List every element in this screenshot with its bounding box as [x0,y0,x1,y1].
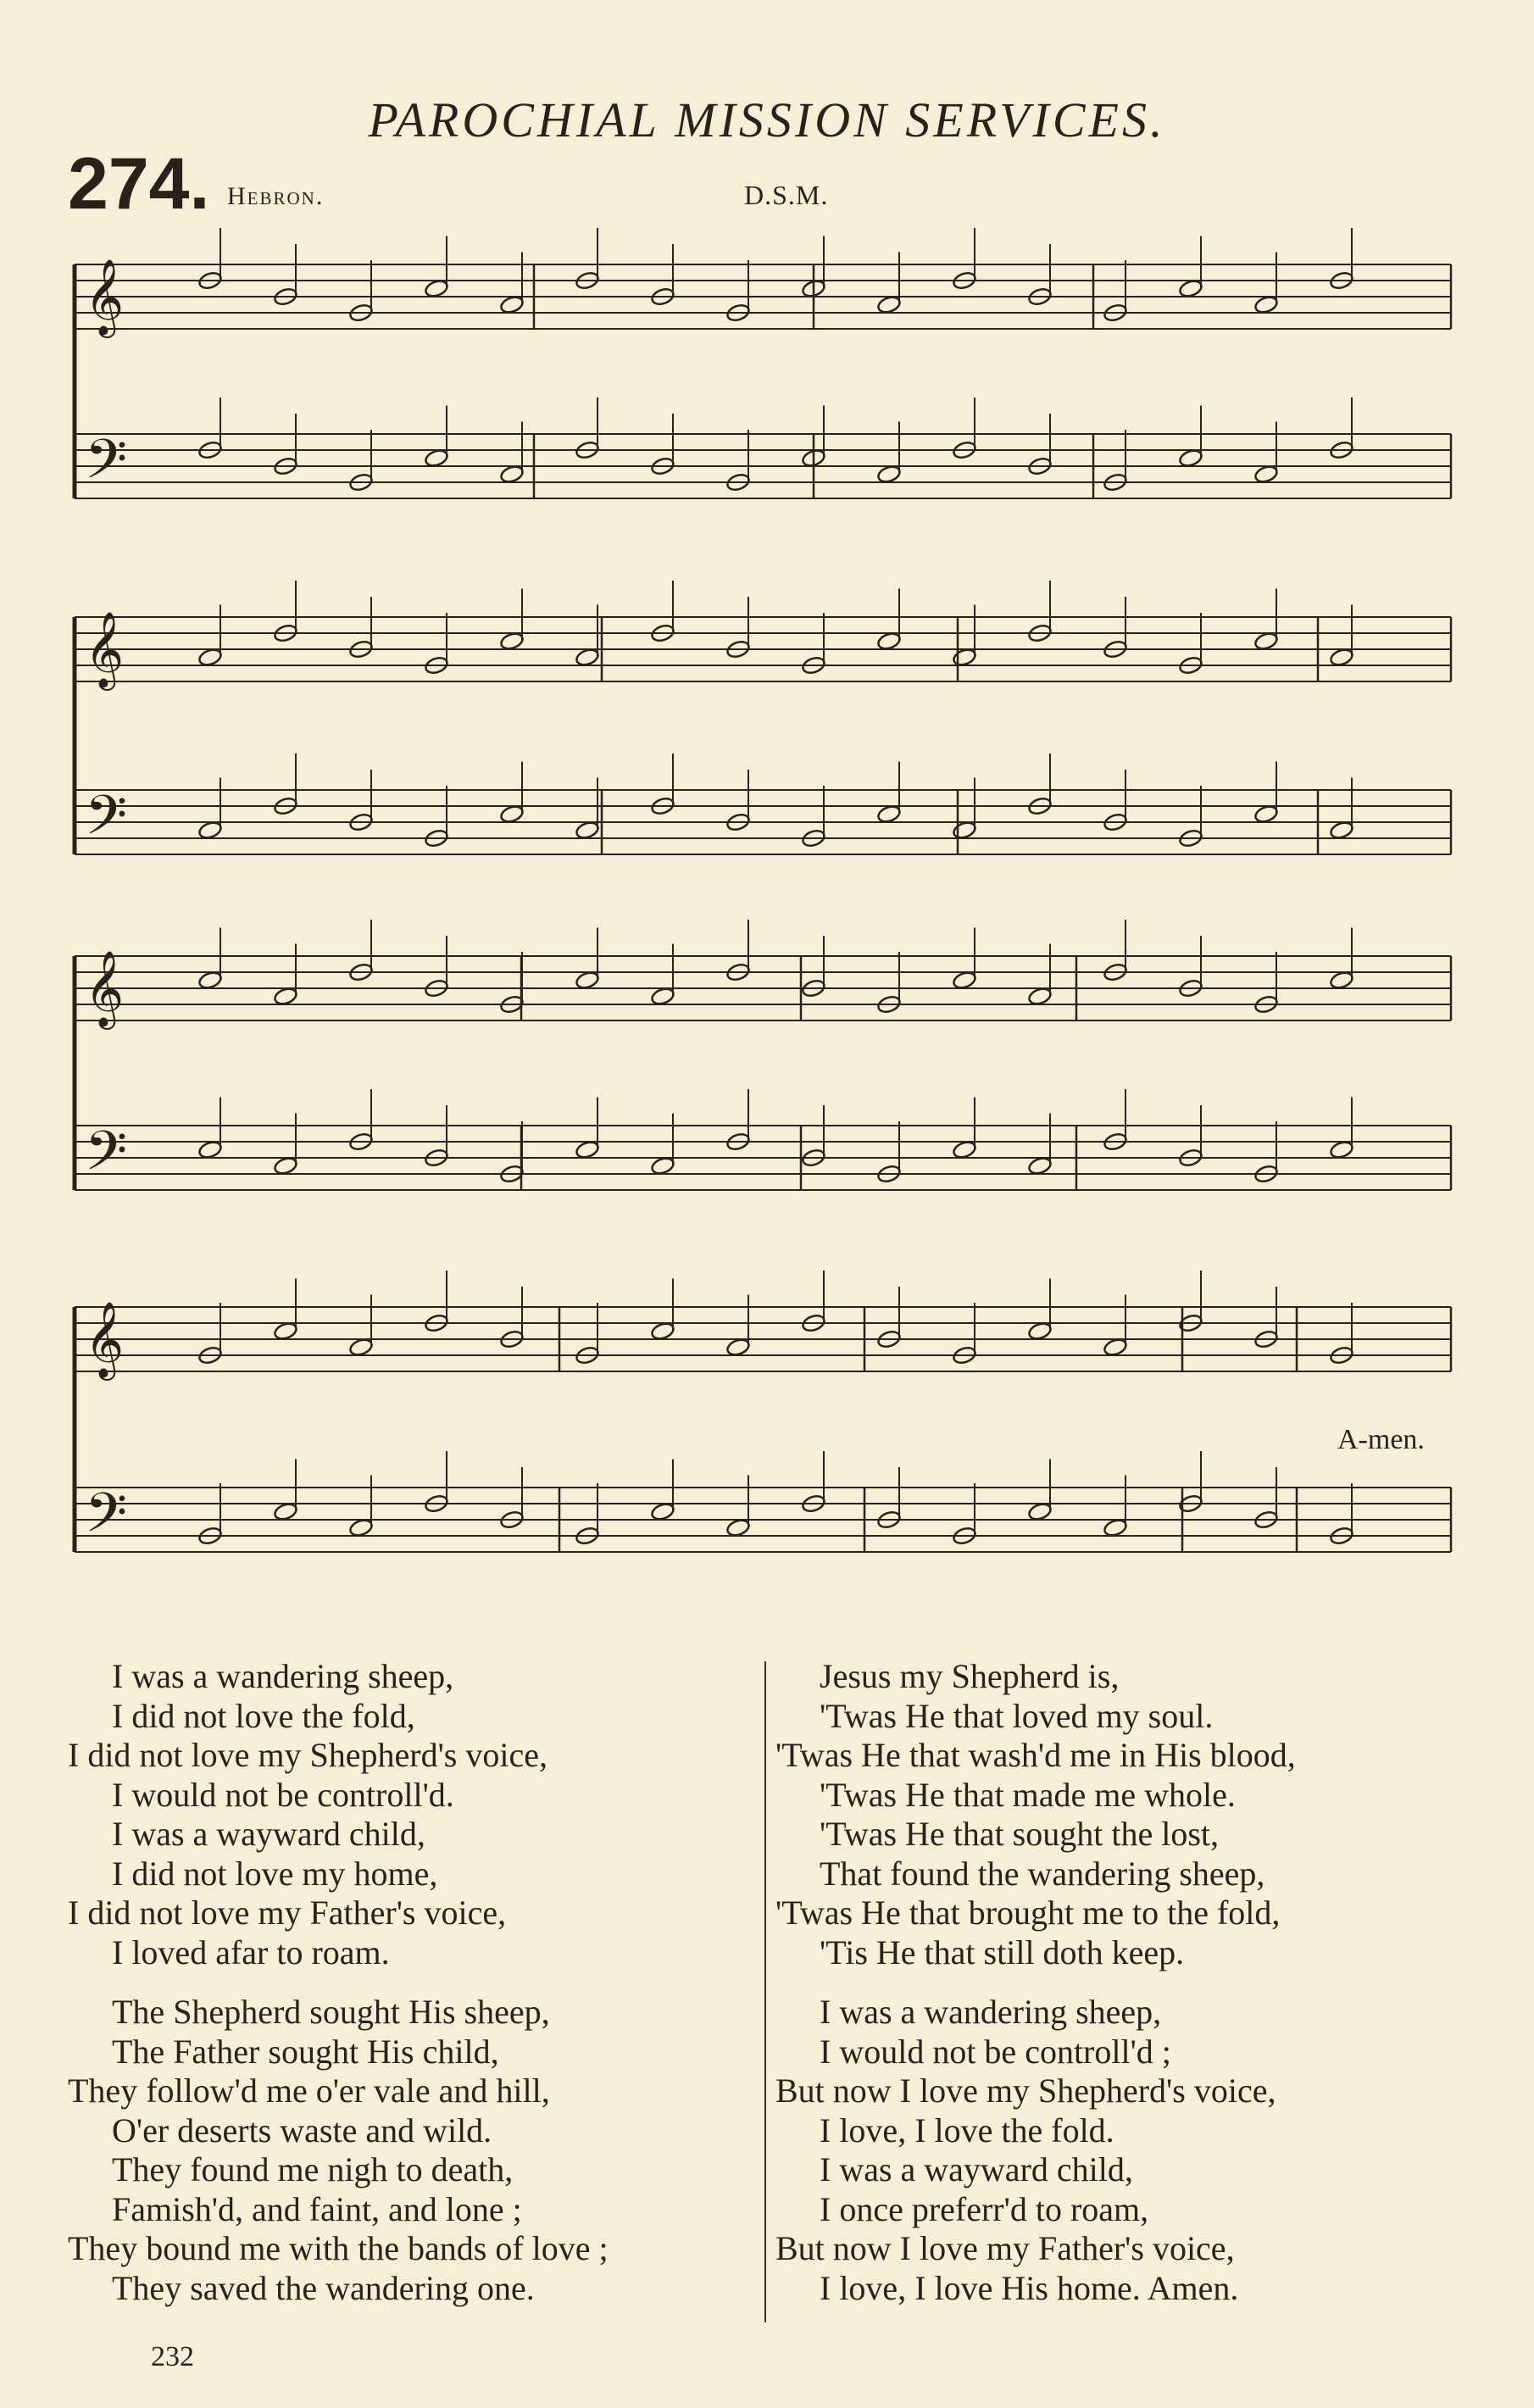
note-head [650,987,675,1007]
note-head [273,1321,298,1342]
note-head [1253,464,1279,485]
note-head [650,1156,675,1176]
verse-line: The Shepherd sought His sheep, [112,1993,550,2031]
note-head [348,1518,374,1538]
treble-clef-icon: 𝄞 [85,1302,125,1376]
verse-line: But now I love my Father's voice, [775,2229,1235,2267]
note-head [1027,1502,1053,1522]
verses-left-column [68,1657,746,2328]
note-head [197,1140,223,1160]
verse-line: 'Twas He that brought me to the fold, [775,1894,1281,1932]
verses-right-column [775,1657,1470,2328]
note-head [725,1337,751,1358]
note-head [575,820,600,841]
bass-clef-icon: 𝄢 [85,1482,128,1557]
verse-line: I love, I love His home. Amen. [820,2268,1239,2307]
verse-line: Jesus my Shepherd is, [820,1657,1120,1695]
note-head [499,804,525,825]
verse-line: I did not love my Father's voice, [68,1894,507,1932]
note-head [575,970,600,991]
note-head [1253,631,1279,652]
note-head [952,648,977,668]
verse-line: O'er deserts waste and wild. [112,2110,492,2149]
verse [68,1657,746,1972]
note-head [1103,1518,1128,1538]
note-head [273,1156,298,1176]
verse-line: I would not be controll'd ; [820,2032,1171,2071]
note-head [1027,987,1053,1007]
verse-line: I was a wayward child, [820,2150,1133,2188]
note-head [197,820,223,841]
note-head [725,1518,751,1538]
verse-line: 'Twas He that sought the lost, [820,1815,1220,1853]
tune-name: Hebron. [227,182,325,210]
note-head [952,970,977,991]
verse-line: 'Twas He that wash'd me in His blood, [775,1736,1296,1774]
hymn-number: 274. [68,143,210,225]
note-head [575,648,600,668]
verse [775,1657,1470,1972]
note-head [1329,1140,1354,1160]
note-head [952,820,977,841]
note-head [499,631,525,652]
treble-clef-icon: 𝄞 [85,951,125,1026]
music-system [75,920,1451,1195]
note-head [876,631,902,652]
verse-line: I loved afar to roam. [112,1933,390,1971]
note-head [1329,820,1354,841]
note-head [876,295,902,315]
note-head [1329,970,1354,991]
note-head [424,279,449,299]
music-systems [75,228,1451,1557]
verse-line: But now I love my Shepherd's voice, [775,2072,1276,2110]
note-head [1253,295,1279,315]
note-head [273,1502,298,1522]
verse-line: 'Twas He that made me whole. [820,1775,1236,1814]
note-head [1329,648,1354,668]
verse-line: They bound me with the bands of love ; [68,2229,609,2267]
note-head [1178,448,1203,469]
verse [775,1993,1470,2308]
meter: D.S.M. [744,180,829,210]
page-number: 232 [151,2341,194,2372]
music-system [75,228,1451,503]
bass-clef-icon: 𝄢 [85,429,128,503]
verses [0,1657,1534,2318]
verse-line: I once preferr'd to roam, [820,2189,1149,2228]
note-head [650,1502,675,1522]
note-head [575,1140,600,1160]
bass-clef-icon: 𝄢 [85,785,128,859]
note-head [952,1140,977,1160]
music-system [75,581,1451,859]
verse-line: That found the wandering sheep, [820,1854,1265,1893]
verse-line: I was a wayward child, [112,1815,425,1853]
note-head [499,295,525,315]
verse-line: I was a wandering sheep, [112,1657,454,1695]
treble-clef-icon: 𝄞 [85,612,125,687]
verse-line: Famish'd, and faint, and lone ; [112,2189,522,2228]
note-head [1178,279,1203,299]
note-head [650,1321,675,1342]
note-head [197,648,223,668]
note-head [424,448,449,469]
verse-line: They found me nigh to death, [112,2150,514,2188]
note-head [1027,1156,1053,1176]
verse-line: I did not love my home, [112,1854,438,1893]
note-head [273,987,298,1007]
verse-line: I did not love the fold, [112,1696,415,1735]
verse-line: I was a wandering sheep, [820,1993,1162,2031]
note-head [1253,804,1279,825]
note-head [876,464,902,485]
verse-line: 'Twas He that loved my soul. [820,1696,1214,1735]
page-header: PAROCHIAL MISSION SERVICES. [368,92,1166,147]
verse-line: I would not be controll'd. [112,1775,454,1814]
verse-line: They follow'd me o'er vale and hill, [68,2072,550,2110]
note-head [1027,1321,1053,1342]
verse-line: I love, I love the fold. [820,2110,1114,2149]
verse-line: They saved the wandering one. [112,2268,535,2307]
treble-clef-icon: 𝄞 [85,259,125,334]
note-head [1103,1337,1128,1358]
verse-line: 'Tis He that still doth keep. [820,1933,1185,1971]
music-system [75,1271,1451,1557]
verse-line: The Father sought His child, [112,2032,499,2071]
note-head [197,970,223,991]
amen-label: A-men. [1337,1424,1425,1455]
verse-line: I did not love my Shepherd's voice, [68,1736,547,1774]
verse [68,1993,746,2308]
note-head [348,1337,374,1358]
bass-clef-icon: 𝄢 [85,1121,128,1195]
note-head [876,804,902,825]
note-head [499,464,525,485]
